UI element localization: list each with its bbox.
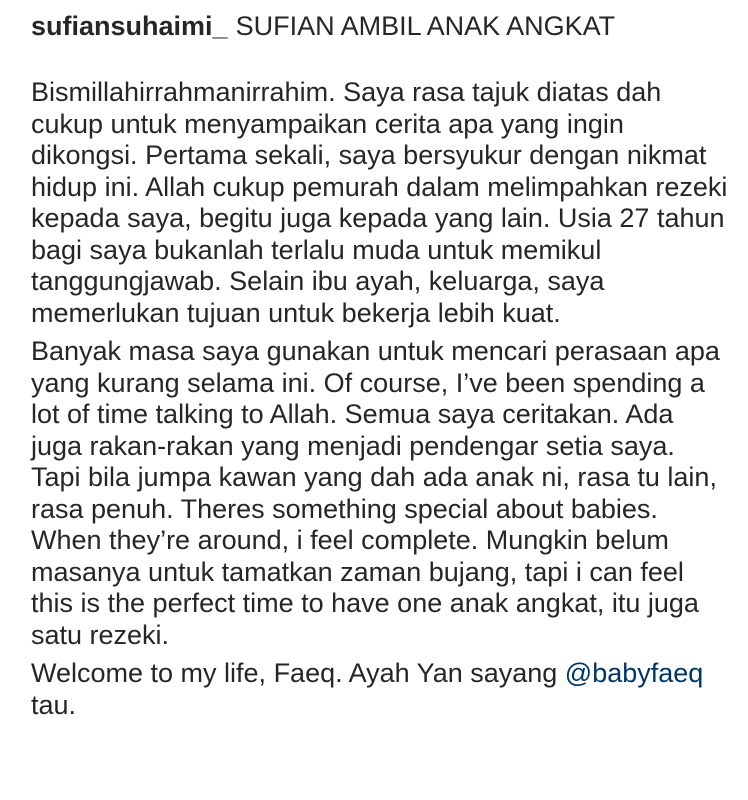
caption-paragraph-2: Banyak masa saya gunakan untuk mencari perasaan apa yang kurang selama ini. Of course, I’ve been spending a lot of time talking to Allah. Semua saya ceritakan. Ada juga rakan-rakan yang menjadi pendengar setia saya. Tapi bila jumpa kawan yang dah ada anak ni, rasa tu lain, rasa penuh. Theres something special about babies. When they’re around, i feel complete. Mungkin belum masanya untuk tamatkan zaman bujang, tapi i can feel this is the perfect time to have one anak angkat, itu juga satu rezeki. [31,336,720,650]
caption-paragraph-1: Bismillahirrahmanirrahim. Saya rasa tajuk diatas dah cukup untuk menyampaikan cerita apa yang ingin dikongsi. Pertama sekali, saya bersyukur dengan nikmat hidup ini. Allah cukup pemurah dalam melimpahkan rezeki kepada saya, begitu juga kepada yang lain. Usia 27 tahun bagi saya bukanlah terlalu muda untuk memikul tanggungjawab. Selain ibu ayah, keluarga, saya memerlukan tujuan untuk bekerja lebih kuat. [31,77,728,328]
closing-text: Welcome to my life, Faeq. Ayah Yan sayang [31,658,565,688]
closing-text-end: tau. [31,689,77,720]
caption-closing [31,658,731,721]
username-link[interactable]: sufiansuhaimi_ [31,11,228,41]
caption-header [31,8,731,44]
caption-title: SUFIAN AMBIL ANAK ANGKAT [235,11,616,41]
mention-link-babyfaeq[interactable]: @babyfaeq [564,658,704,688]
caption-body [31,77,731,728]
